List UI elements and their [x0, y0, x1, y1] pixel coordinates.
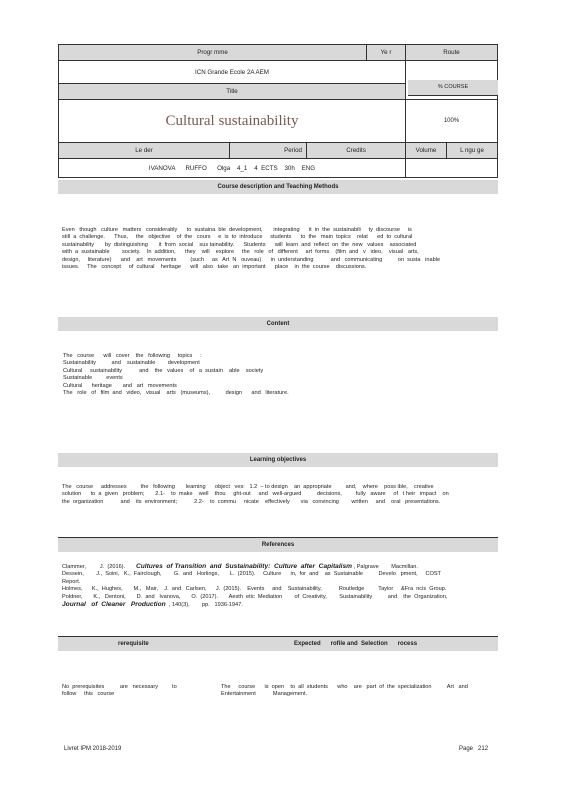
course-header-table: [58, 44, 498, 178]
prereq-line: No prerequisites are necessary to: [62, 684, 177, 690]
objectives-line: the organization and its environment; 2.2- to commu nicate effectively via convincing written and oral presentations.: [62, 498, 441, 505]
pct-course-label: % COURSE: [408, 80, 498, 96]
programme-value: ICN Grande Ecole 2A AEM: [59, 61, 406, 84]
objectives-text: [62, 484, 498, 506]
objectives-line: The course addresses the following learning object ves: 1.2 – to design an appropriate and, where poss ible, creative: [62, 484, 434, 490]
references-heading: References: [58, 538, 498, 552]
description-line: issues. The concept of cultural heritage will also take an important place in the course discussions.: [62, 264, 367, 271]
description-heading: Course description and Teaching Methods: [58, 180, 498, 194]
footer-page: [459, 746, 488, 752]
footer-page-number: 212: [478, 746, 489, 752]
objectives-heading: Learning objectives: [58, 453, 498, 467]
content-line: Sustainability and sustainable development: [63, 360, 200, 367]
description-line: still a challenge. Thus, the objective of the cours e is to introduce students to the main topics relat ed to cultural: [62, 234, 413, 241]
description-text: [62, 227, 498, 271]
pct-value: 100%: [406, 100, 498, 143]
content-line: The course will cover the following topics :: [63, 353, 202, 359]
content-line: The role of film and video, visual arts (museums), design and literature.: [63, 390, 289, 397]
profile-line: Entertainment Management.: [221, 691, 308, 698]
profile-text: [221, 684, 498, 698]
profile-heading: Expected rofile and Selection rocess: [294, 641, 418, 647]
footer-booklet: Livret IPM 2018-2019: [64, 746, 122, 752]
references-list: [62, 563, 498, 609]
route-label: Route: [406, 45, 498, 61]
reference-item: Dessein, J., Soini, K., Fairclough, G. and Horlings, L. (2015). Culture in, for and as Sustainable Develo pment, COST: [62, 571, 441, 578]
content-heading: Content: [58, 317, 498, 331]
reference-item: Poldner, K., Dentoni, D. and Ivanova, O. (2017). Aesth etic Mediation of Creativity, Sustainability and the Organization,: [62, 593, 448, 600]
prereq-heading: rerequisite: [118, 641, 149, 647]
year-label: Ye r: [367, 45, 406, 61]
period-label: Period: [230, 143, 307, 159]
footer-page-label: Page: [459, 746, 474, 752]
prereq-text: [62, 684, 212, 698]
reference-item: Clammer, J. (2016). Cultures of Transition and Sustainability: Culture after Capitalism , Palgrave Macmillan.: [62, 563, 418, 570]
prereq-line: follow this course: [62, 691, 115, 698]
profile-line: The course is open to all students who are part of the specialization Art and: [221, 684, 468, 690]
content-line: Sustainable events: [63, 375, 123, 382]
reference-item: Holmes, K., Hughes, M., Mair, J. and Carlsen, J. (2015). Events and Sustainability, Routledge Taylor &Fra ncis Group.: [62, 586, 447, 593]
reference-item: Journal of Cleaner Production , 140(3), pp. 1936-1947.: [62, 601, 243, 609]
credits-label: Credits: [307, 143, 406, 159]
objectives-line: solution to a given problem; 2.1- to make well thou ght-out and well-argued decisions, fully aware of t heir impact on: [62, 491, 449, 498]
title-label: Title: [59, 84, 406, 100]
volume-label: Volume: [406, 143, 447, 159]
description-line: design, literature) and art movements (such as Art N ouveau) in understanding and communicating on susta inable: [62, 256, 441, 263]
language-label: L ngu ge: [447, 143, 498, 159]
leader-label: Le der: [59, 143, 230, 159]
leader-row: IVANOVA RUFFO Olga 4_1 4 ECTS 30h ENG: [59, 159, 406, 178]
content-line: Cultural heritage and art movements: [63, 382, 177, 389]
description-line: sustainability by distinguishing it from social sus tainability. Students will learn and reflect on the new values associated: [62, 241, 417, 248]
content-text: [63, 353, 499, 397]
description-line: with a sustainable society. In addition, they will explore the role of different art forms (film and v ideo, visual arts,: [62, 249, 419, 256]
reference-item: Report.: [62, 578, 81, 585]
description-line: Even though culture matters considerably to sustaina ble development, integrating it in the sustainabili ty discourse is: [62, 227, 412, 233]
programme-label: Progr mme: [59, 45, 367, 61]
content-line: Cultural sustainability and the values of a sustain able society: [63, 367, 264, 374]
course-title: Cultural sustainability: [59, 100, 406, 143]
prereq-bar: [58, 636, 498, 651]
